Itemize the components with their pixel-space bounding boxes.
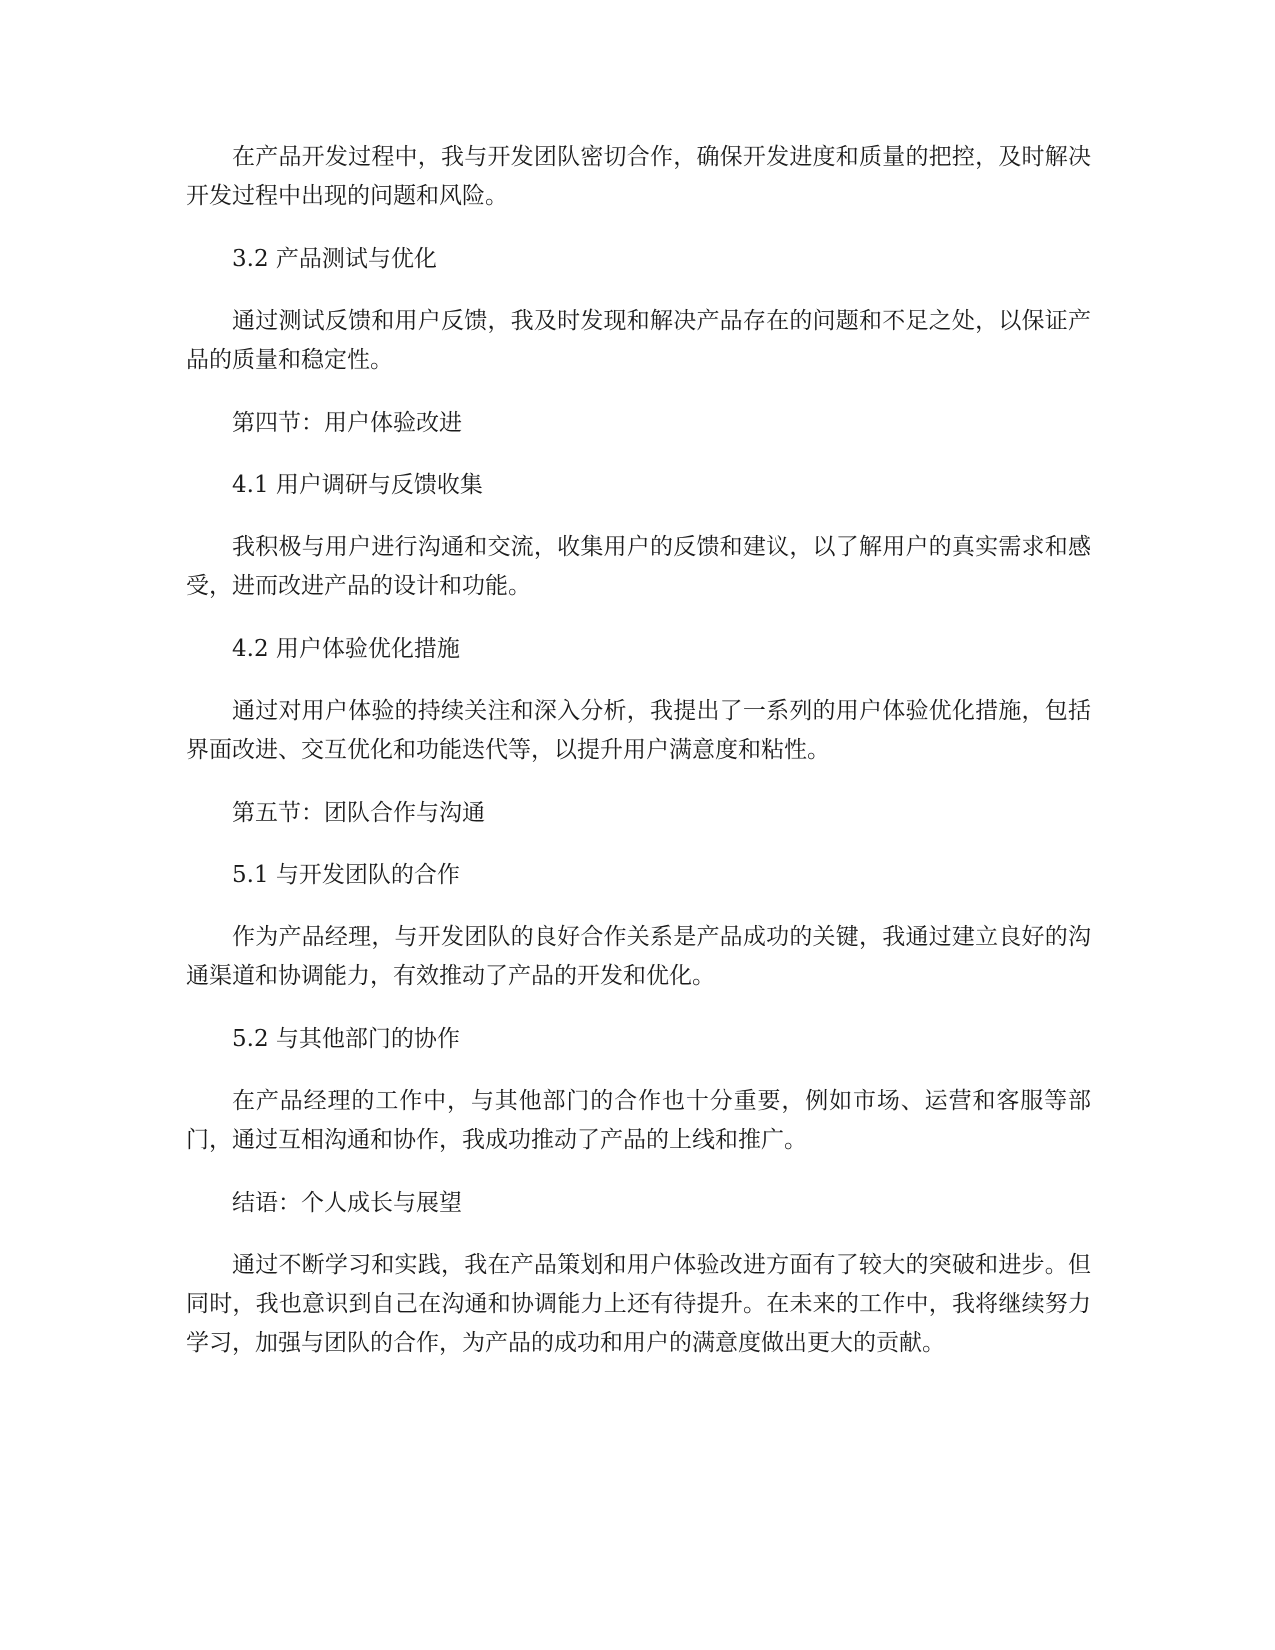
heading-5-1: 5.1 与开发团队的合作 <box>232 862 460 888</box>
heading-conclusion: 结语：个人成长与展望 <box>232 1190 462 1216</box>
heading-4-1: 4.1 用户调研与反馈收集 <box>232 472 483 498</box>
heading-3-2: 3.2 产品测试与优化 <box>232 246 437 272</box>
paragraph-testing: 通过测试反馈和用户反馈，我及时发现和解决产品存在的问题和不足之处，以保证产品的质量和稳定性。 <box>186 308 1091 373</box>
paragraph-dev-team: 作为产品经理，与开发团队的良好合作关系是产品成功的关键，我通过建立良好的沟通渠道和协调能力，有效推动了产品的开发和优化。 <box>186 924 1091 989</box>
heading-4-2: 4.2 用户体验优化措施 <box>232 636 460 662</box>
heading-5-2: 5.2 与其他部门的协作 <box>232 1026 460 1052</box>
paragraph-dev-collaboration: 在产品开发过程中，我与开发团队密切合作，确保开发进度和质量的把控，及时解决开发过程中出现的问题和风险。 <box>186 144 1091 209</box>
paragraph-user-research: 我积极与用户进行沟通和交流，收集用户的反馈和建议，以了解用户的真实需求和感受，进而改进产品的设计和功能。 <box>186 534 1091 599</box>
paragraph-ux-measures: 通过对用户体验的持续关注和深入分析，我提出了一系列的用户体验优化措施，包括界面改进、交互优化和功能迭代等，以提升用户满意度和粘性。 <box>186 698 1091 763</box>
heading-section-5: 第五节：团队合作与沟通 <box>232 800 485 826</box>
paragraph-conclusion: 通过不断学习和实践，我在产品策划和用户体验改进方面有了较大的突破和进步。但同时，我也意识到自己在沟通和协调能力上还有待提升。在未来的工作中，我将继续努力学习，加强与团队的合作，为产品的成功和用户的满意度做出更大的贡献。 <box>186 1252 1091 1356</box>
paragraph-other-departments: 在产品经理的工作中，与其他部门的合作也十分重要，例如市场、运营和客服等部门，通过互相沟通和协作，我成功推动了产品的上线和推广。 <box>186 1088 1091 1153</box>
heading-section-4: 第四节：用户体验改进 <box>232 410 462 436</box>
